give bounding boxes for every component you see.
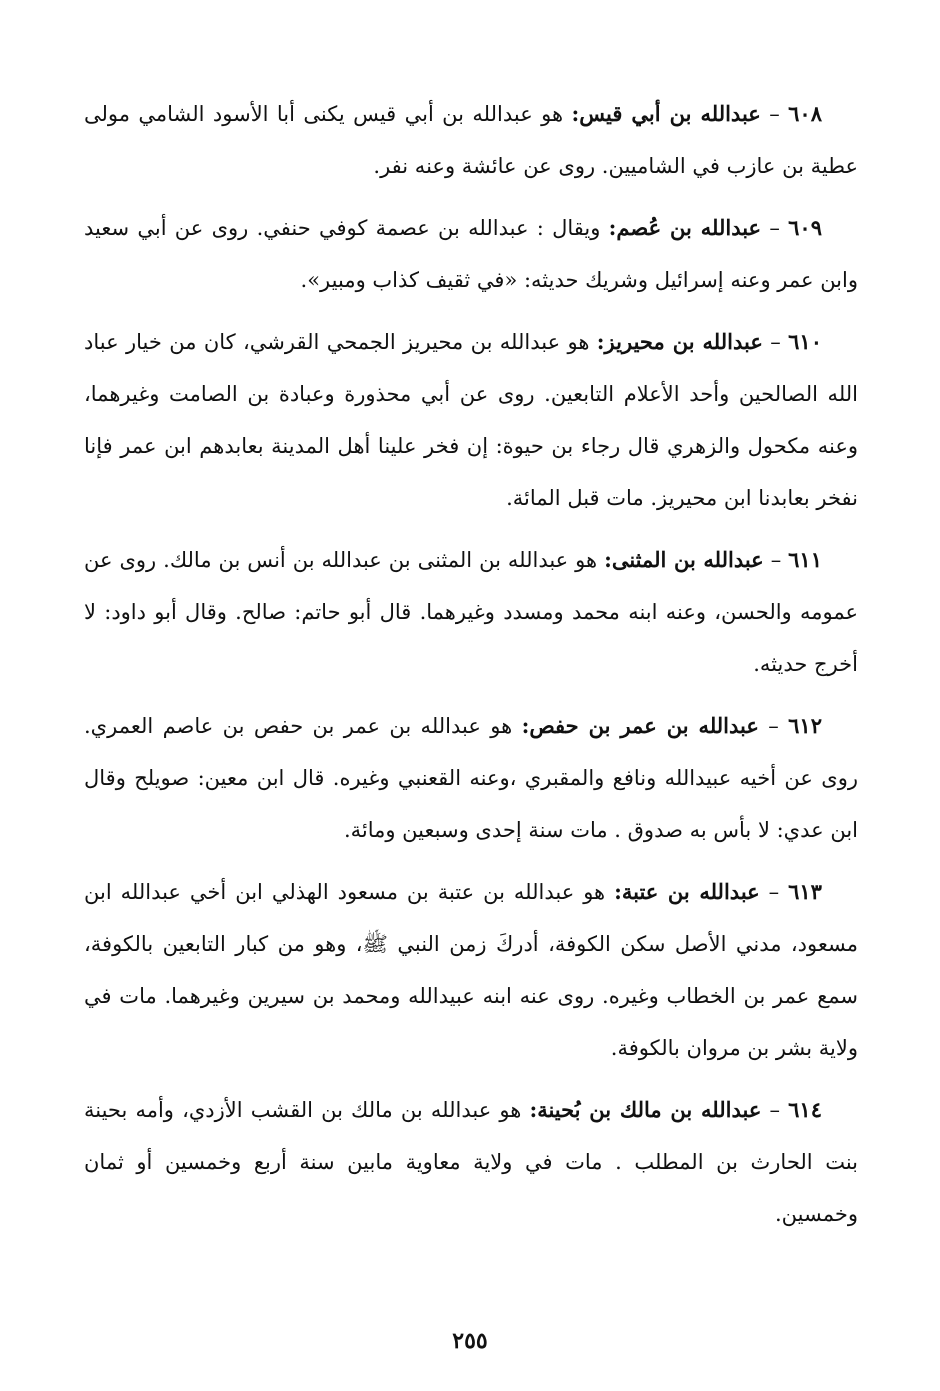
entry-body: هو عبدالله بن محيريز الجمحي القرشي، كان من خيار عباد الله الصالحين وأحد الأعلام التابعين. روى عن أبي محذورة وعبادة بن الصامت وغيرهما، وعنه مكحول والزهري قال رجاء بن حيوة: إن فخر علينا أهل المدينة بعابدهم ابن عمر فإنا نفخر بعابدنا ابن محيريز. مات قبل المائة. — [84, 330, 858, 510]
entry-name: عبدالله بن أبي قيس: — [571, 101, 761, 126]
entry-name: عبدالله بن مالك بن بُحينة: — [529, 1097, 762, 1122]
entry-dash: – — [769, 102, 780, 126]
entry-number: ٦١٠ — [788, 329, 822, 354]
entry-610 — [84, 316, 858, 524]
entry-613 — [84, 866, 858, 1074]
entry-614 — [84, 1084, 858, 1240]
entry-number: ٦١٢ — [788, 713, 822, 738]
entry-name: عبدالله بن عُصم: — [608, 215, 762, 240]
entry-number: ٦١١ — [788, 547, 822, 572]
entry-dash: – — [768, 714, 779, 738]
entry-dash: – — [769, 1098, 780, 1122]
entry-name: عبدالله بن عتبة: — [614, 879, 760, 904]
entry-name: عبدالله بن المثنى: — [604, 547, 764, 572]
page-number: ٢٥٥ — [452, 1328, 488, 1354]
entry-body: ويقال : عبدالله بن عصمة كوفي حنفي. روى عن أبي سعيد وابن عمر وعنه إسرائيل وشريك حديثه: «في ثقيف كذاب ومبير». — [84, 216, 858, 292]
entry-number: ٦٠٨ — [788, 101, 822, 126]
entry-body: هو عبدالله بن المثنى بن عبدالله بن أنس بن مالك. روى عن عمومه والحسن، وعنه ابنه محمد ومسدد وغيرهما. قال أبو حاتم: صالح. وقال أبو داود: لا أخرج حديثه. — [84, 548, 858, 676]
entry-number: ٦١٣ — [788, 879, 822, 904]
entry-body: هو عبدالله بن عمر بن حفص بن عاصم العمري. روى عن أخيه عبيدالله ونافع والمقبري ،وعنه القعنبي وغيره. قال ابن معين: صويلح وقال ابن عدي: لا بأس به صدوق . مات سنة إحدى وسبعين ومائة. — [84, 714, 858, 842]
entry-609 — [84, 202, 858, 306]
entry-name: عبدالله بن عمر بن حفص: — [521, 713, 759, 738]
entry-612 — [84, 700, 858, 856]
entry-body: هو عبدالله بن عتبة بن مسعود الهذلي ابن أخي عبدالله ابن مسعود، مدني الأصل سكن الكوفة، أدركَ زمن النبي ﷺ، وهو من كبار التابعين بالكوفة، سمع عمر بن الخطاب وغيره. روى عنه ابنه عبيدالله ومحمد بن سيرين وغيرهما. مات في ولاية بشر بن مروان بالكوفة. — [84, 880, 858, 1060]
entry-608 — [84, 88, 858, 192]
entry-dash: – — [770, 330, 781, 354]
entry-dash: – — [770, 548, 782, 572]
biographical-entries — [84, 88, 858, 1250]
entry-body: هو عبدالله بن أبي قيس يكنى أبا الأسود الشامي مولى عطية بن عازب في الشاميين. روى عن عائشة وعنه نفر. — [84, 102, 858, 178]
entry-dash: – — [769, 216, 780, 240]
entry-number: ٦١٤ — [788, 1097, 822, 1122]
entry-dash: – — [768, 880, 780, 904]
entry-number: ٦٠٩ — [788, 215, 822, 240]
entry-611 — [84, 534, 858, 690]
entry-body: هو عبدالله بن مالك بن القشب الأزدي، وأمه بحينة بنت الحارث بن المطلب . مات في ولاية معاوية مابين سنة أربع وخمسين أو ثمان وخمسين. — [84, 1098, 858, 1226]
entry-name: عبدالله بن محيريز: — [596, 329, 763, 354]
